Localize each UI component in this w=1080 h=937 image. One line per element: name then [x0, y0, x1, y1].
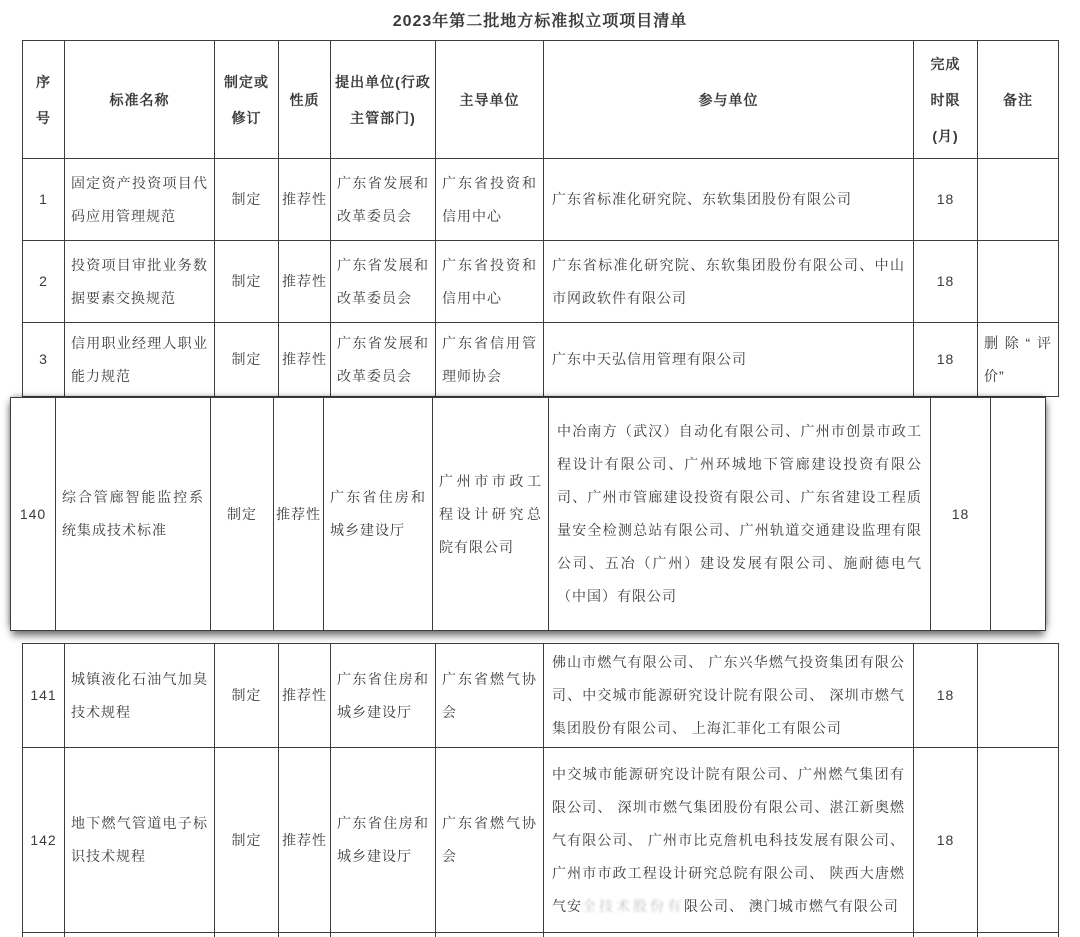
table-row	[11, 398, 1046, 631]
standards-table-middle	[10, 397, 1046, 631]
cell-participating-units	[544, 748, 914, 933]
header-serial-number: 序 号	[23, 41, 65, 159]
cell-nature: 推荐性	[279, 159, 331, 241]
cell-proposing-unit: 广东省发展和改革委员会	[331, 241, 436, 323]
table-row-clipped	[23, 933, 1059, 937]
cell-participating-units: 广东省标准化研究院、东软集团股份有限公司、中山市网政软件有限公司	[544, 241, 914, 323]
table-row	[23, 241, 1059, 323]
page-title: 2023年第二批地方标准拟立项项目清单	[392, 13, 688, 30]
cell-participating-units: 广东中天弘信用管理有限公司	[544, 323, 914, 397]
cell-standard-name: 投资项目审批业务数据要素交换规范	[65, 241, 215, 323]
cell-standard-name: 综合管廊智能监控系统集成技术标准	[56, 398, 211, 631]
header-formulate-or-revise: 制定或 修订	[215, 41, 279, 159]
cell-proposing-unit: 广东省住房和城乡建设厅	[331, 748, 436, 933]
cell-remark: 删除“评价”	[978, 323, 1059, 397]
cell-formulate-or-revise: 制定	[215, 748, 279, 933]
standards-table-top	[22, 40, 1059, 397]
cell-leading-unit: 广州市市政工程设计研究总院有限公司	[433, 398, 549, 631]
cell-formulate-or-revise: 制定	[215, 644, 279, 748]
standards-table-bottom-wrap	[22, 643, 1059, 937]
participants-text: 中交城市能源研究设计院有限公司、广州燃气集团有限公司、 深圳市燃气集团股份有限公司、湛江新奥燃气有限公司、 广州市比克詹机电科技发展有限公司、广州市市政工程设计研究总院有限公司、 陕西大唐燃气安	[552, 765, 905, 914]
header-completion-months: 完成 时限 (月)	[914, 41, 978, 159]
cell-proposing-unit: 广东省住房和城乡建设厅	[324, 398, 433, 631]
cell-remark	[991, 398, 1046, 631]
cell-completion-months: 18	[914, 644, 978, 748]
table-row	[23, 644, 1059, 748]
cell-participating-units: 中冶南方（武汉）自动化有限公司、广州市创景市政工程设计有限公司、广州环城地下管廊建设投资有限公司、广州市管廊建设投资有限公司、广东省建设工程质量安全检测总站有限公司、广州轨道交通建设监理有限公司、五冶（广州）建设发展有限公司、施耐德电气（中国）有限公司	[549, 398, 931, 631]
cell-leading-unit: 广东省信用管理师协会	[436, 323, 544, 397]
table-row	[23, 748, 1059, 933]
cell-proposing-unit: 广东省发展和改革委员会	[331, 323, 436, 397]
header-leading-unit: 主导单位	[436, 41, 544, 159]
cell-serial-number: 140	[11, 398, 56, 631]
table-row	[23, 323, 1059, 397]
cell-completion-months: 18	[914, 748, 978, 933]
cell-remark	[978, 644, 1059, 748]
cell-proposing-unit: 广东省发展和改革委员会	[331, 159, 436, 241]
header-proposing-unit: 提出单位(行政 主管部门)	[331, 41, 436, 159]
cell-proposing-unit: 广东省住房和城乡建设厅	[331, 644, 436, 748]
participants-obscured-text: 全技术股份有	[582, 897, 684, 914]
header-remark: 备注	[978, 41, 1059, 159]
cell-completion-months: 18	[914, 323, 978, 397]
cell-completion-months: 18	[931, 398, 991, 631]
participants-text: 限公司、 澳门城市燃气有限公司	[684, 897, 899, 914]
cell-leading-unit: 广东省燃气协会	[436, 748, 544, 933]
cell-nature: 推荐性	[279, 241, 331, 323]
cell-leading-unit: 广东省投资和信用中心	[436, 241, 544, 323]
cell-nature: 推荐性	[279, 323, 331, 397]
header-participating-units: 参与单位	[544, 41, 914, 159]
cell-standard-name: 地下燃气管道电子标识技术规程	[65, 748, 215, 933]
cell-serial-number: 142	[23, 748, 65, 933]
cell-serial-number: 141	[23, 644, 65, 748]
cell-serial-number: 2	[23, 241, 65, 323]
cell-leading-unit: 广东省投资和信用中心	[436, 159, 544, 241]
cell-completion-months: 18	[914, 241, 978, 323]
cell-completion-months: 18	[914, 159, 978, 241]
cell-remark	[978, 159, 1059, 241]
standards-table-bottom	[22, 643, 1059, 937]
table-row	[23, 159, 1059, 241]
cell-formulate-or-revise: 制定	[215, 323, 279, 397]
row-140-section	[10, 397, 1046, 631]
cell-standard-name: 信用职业经理人职业能力规范	[65, 323, 215, 397]
cell-remark	[978, 748, 1059, 933]
cell-leading-unit: 广东省燃气协会	[436, 644, 544, 748]
cell-formulate-or-revise: 制定	[215, 159, 279, 241]
cell-standard-name: 城镇液化石油气加臭技术规程	[65, 644, 215, 748]
cell-participating-units: 佛山市燃气有限公司、 广东兴华燃气投资集团有限公司、中交城市能源研究设计院有限公司、 深圳市燃气集团股份有限公司、 上海汇菲化工有限公司	[544, 644, 914, 748]
cell-formulate-or-revise: 制定	[211, 398, 274, 631]
cell-standard-name: 固定资产投资项目代码应用管理规范	[65, 159, 215, 241]
cell-formulate-or-revise: 制定	[215, 241, 279, 323]
cell-nature: 推荐性	[279, 748, 331, 933]
cell-serial-number: 3	[23, 323, 65, 397]
table-header-row	[23, 41, 1059, 159]
cell-nature: 推荐性	[279, 644, 331, 748]
header-standard-name: 标准名称	[65, 41, 215, 159]
cell-remark	[978, 241, 1059, 323]
cell-participating-units: 广东省标准化研究院、东软集团股份有限公司	[544, 159, 914, 241]
cell-serial-number: 1	[23, 159, 65, 241]
header-nature: 性质	[279, 41, 331, 159]
cell-nature: 推荐性	[274, 398, 324, 631]
